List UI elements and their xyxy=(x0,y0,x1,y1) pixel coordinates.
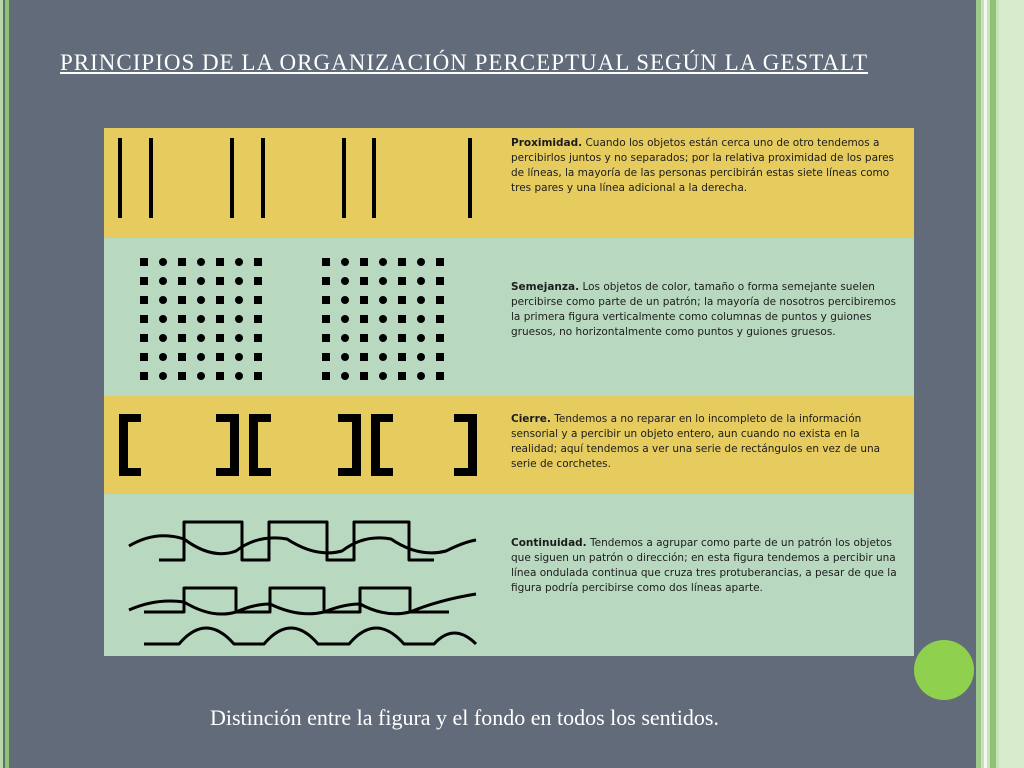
proximity-heading: Proximidad. xyxy=(511,137,583,149)
continuity-text: Tendemos a agrupar como parte de un patrón los objetos que siguen un patrón o dirección; en esta figura tendemos a percibir una línea ondulada continua que cruza tres protuberancias, a pesar de que la figura podría percibirse como dos líneas aparte. xyxy=(511,537,897,594)
slide-caption: Distinción entre la figura y el fondo en todos los sentidos. xyxy=(210,705,719,730)
left-decorative-border xyxy=(0,0,12,768)
slide-title: PRINCIPIOS DE LA ORGANIZACIÓN PERCEPTUAL SEGÚN LA GESTALT xyxy=(60,50,869,75)
gestalt-figure xyxy=(104,128,914,656)
closure-description xyxy=(511,412,903,472)
proximity-lines-illustration xyxy=(104,128,504,238)
similarity-grid-illustration xyxy=(104,238,504,396)
similarity-description xyxy=(511,280,903,340)
continuity-description xyxy=(511,536,903,596)
proximity-band xyxy=(104,128,914,238)
closure-heading: Cierre. xyxy=(511,413,551,425)
green-circle-decoration xyxy=(914,640,974,700)
similarity-heading: Semejanza. xyxy=(511,281,580,293)
right-decorative-border xyxy=(976,0,1024,768)
continuity-heading: Continuidad. xyxy=(511,537,587,549)
proximity-description xyxy=(511,136,903,196)
continuity-waves-illustration xyxy=(104,494,504,656)
closure-band xyxy=(104,396,914,494)
similarity-band xyxy=(104,238,914,396)
proximity-text: Cuando los objetos están cerca uno de otro tendemos a percibirlos juntos y no separados; por la relativa proximidad de los pares de líneas, la mayoría de las personas percibirán estas siete líneas como tres pares y una línea adicional a la derecha. xyxy=(511,137,895,194)
closure-text: Tendemos a no reparar en lo incompleto de la información sensorial y a percibir un objeto entero, aun cuando no exista en la realidad; aquí tendemos a ver una serie de rectángulos en vez de una serie de corchetes. xyxy=(511,413,881,470)
continuity-band xyxy=(104,494,914,656)
closure-brackets-illustration xyxy=(104,396,504,494)
similarity-text: Los objetos de color, tamaño o forma semejante suelen percibirse como parte de un patrón; la mayoría de nosotros percibiremos la primera figura verticalmente como columnas de puntos y guiones gruesos, no horizontalmente como puntos y guiones gruesos. xyxy=(511,281,896,338)
